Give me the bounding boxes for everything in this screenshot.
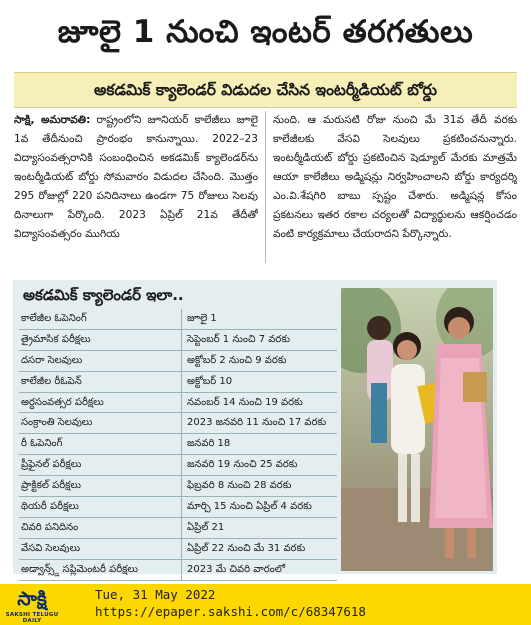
calendar-event: రీ ఓపెనింగ్	[19, 434, 182, 455]
sakshi-logo-tagline: SAKSHI TELUGU DAILY	[5, 612, 59, 624]
calendar-event: వేసవి సెలవులు	[19, 538, 182, 559]
calendar-row	[19, 455, 337, 476]
calendar-date: నవంబర్ 14 నుంచి 19 వరకు	[182, 392, 338, 413]
article-left-text: రాష్ట్రంలోని జూనియర్ కాలేజీలు జూలై 1వ తేదీనుంచి ప్రారంభం కానున్నాయి. 2022–23 విద్యాసంవత్సరానికి సంబంధించిన అకడమిక్ క్యాలెండర్‌ను ఇంటర్మీడియట్ బోర్డు సోమవారం విడుదల చేసింది. మొత్తం 295 రోజుల్లో 220 పనిదినాలు ఉండగా 75 రోజులు సెలవు దినాలుగా పేర్కొంది. 2023 ఏప్రిల్ 21వ తేదీతో విద్యాసంవత్సరం ముగియ	[14, 114, 258, 240]
academic-calendar-box	[13, 280, 497, 574]
calendar-date: ఏప్రిల్ 21	[182, 517, 338, 538]
calendar-date: మార్చి 15 నుంచి ఏప్రిల్ 4 వరకు	[182, 497, 338, 518]
article-right-column: నుంది. ఆ మరుసటి రోజు నుంచి మే 31వ తేదీ వరకు కాలేజీలకు వేసవి సెలవులు ప్రకటించనున్నారు. ఇంటర్మీడియట్ బోర్డు ప్రకటించిన షెడ్యూల్ మేరకు మాత్రమే ఆయా కాలేజీలు అడ్మిషన్లు నిర్వహించాలని బోర్డు కార్యదర్శి ఎం.వి.శేషగిరి బాబు స్పష్టం చేశారు. అడ్మిషన్ల కోసం ప్రకటనలు ఇతర రకాల చర్యలతో విద్యార్థులను ఆకర్షించడం వంటి కార్యక్రమాలు చేయరాదని పేర్కొన్నారు.	[273, 114, 517, 240]
calendar-row	[19, 350, 337, 371]
calendar-row	[19, 476, 337, 497]
article-dateline: సాక్షి, అమరావతి:	[14, 114, 91, 126]
calendar-row	[19, 371, 337, 392]
calendar-date: జూలై 1	[182, 309, 338, 329]
calendar-row	[19, 559, 337, 580]
calendar-event: సంక్రాంతి సెలవులు	[19, 413, 182, 434]
calendar-event: థియరీ పరీక్షలు	[19, 497, 182, 518]
calendar-event: త్రైమాసిక పరీక్షలు	[19, 329, 182, 350]
calendar-event: కాలేజీల రీఓపెన్	[19, 371, 182, 392]
subheadline: అకడమిక్ క్యాలెండర్ విడుదల చేసిన ఇంటర్మీడియట్ బోర్డు	[14, 72, 517, 108]
calendar-event: ప్రాక్టికల్ పరీక్షలు	[19, 476, 182, 497]
students-illustration	[341, 288, 493, 571]
calendar-event: కాలేజీల ఓపెనింగ్	[19, 309, 182, 329]
calendar-date: జనవరి 19 నుంచి 25 వరకు	[182, 455, 338, 476]
footer-url[interactable]: https://epaper.sakshi.com/c/68347618	[95, 604, 366, 619]
calendar-date: అక్టోబర్ 2 నుంచి 9 వరకు	[182, 350, 338, 371]
calendar-event: దసరా సెలవులు	[19, 350, 182, 371]
calendar-row	[19, 309, 337, 329]
calendar-event: అర్ధసంవత్సర పరీక్షలు	[19, 392, 182, 413]
calendar-row	[19, 497, 337, 518]
calendar-date: 2023 జనవరి 11 నుంచి 17 వరకు	[182, 413, 338, 434]
calendar-row	[19, 517, 337, 538]
calendar-table	[19, 309, 337, 581]
students-photo	[341, 288, 493, 571]
column-divider	[265, 111, 266, 263]
sakshi-logo-word: సాక్షి	[17, 588, 47, 610]
calendar-row	[19, 434, 337, 455]
calendar-date: సెప్టెంబర్ 1 నుంచి 7 వరకు	[182, 329, 338, 350]
calendar-date: జనవరి 18	[182, 434, 338, 455]
calendar-event: ప్రీఫైనల్ పరీక్షలు	[19, 455, 182, 476]
calendar-row	[19, 413, 337, 434]
calendar-date: అక్టోబర్ 10	[182, 371, 338, 392]
article-left-column	[14, 111, 258, 263]
calendar-date: ఏప్రిల్ 22 నుంచి మే 31 వరకు	[182, 538, 338, 559]
headline: జూలై 1 నుంచి ఇంటర్ తరగతులు	[57, 14, 474, 50]
calendar-event: చివరి పనిదినం	[19, 517, 182, 538]
footer-bar	[0, 584, 531, 625]
calendar-date: 2023 మే చివరి వారంలో	[182, 559, 338, 580]
calendar-title: అకడమిక్ క్యాలెండర్ ఇలా..	[23, 286, 184, 304]
calendar-row	[19, 392, 337, 413]
sakshi-logo	[3, 587, 61, 623]
calendar-row	[19, 538, 337, 559]
calendar-date: ఫిబ్రవరి 8 నుంచి 28 వరకు	[182, 476, 338, 497]
calendar-row	[19, 329, 337, 350]
footer-date: Tue, 31 May 2022	[95, 587, 216, 602]
calendar-event: అడ్వాన్స్డ్ సప్లిమెంటరీ పరీక్షలు	[19, 559, 182, 580]
article-body	[14, 111, 517, 263]
